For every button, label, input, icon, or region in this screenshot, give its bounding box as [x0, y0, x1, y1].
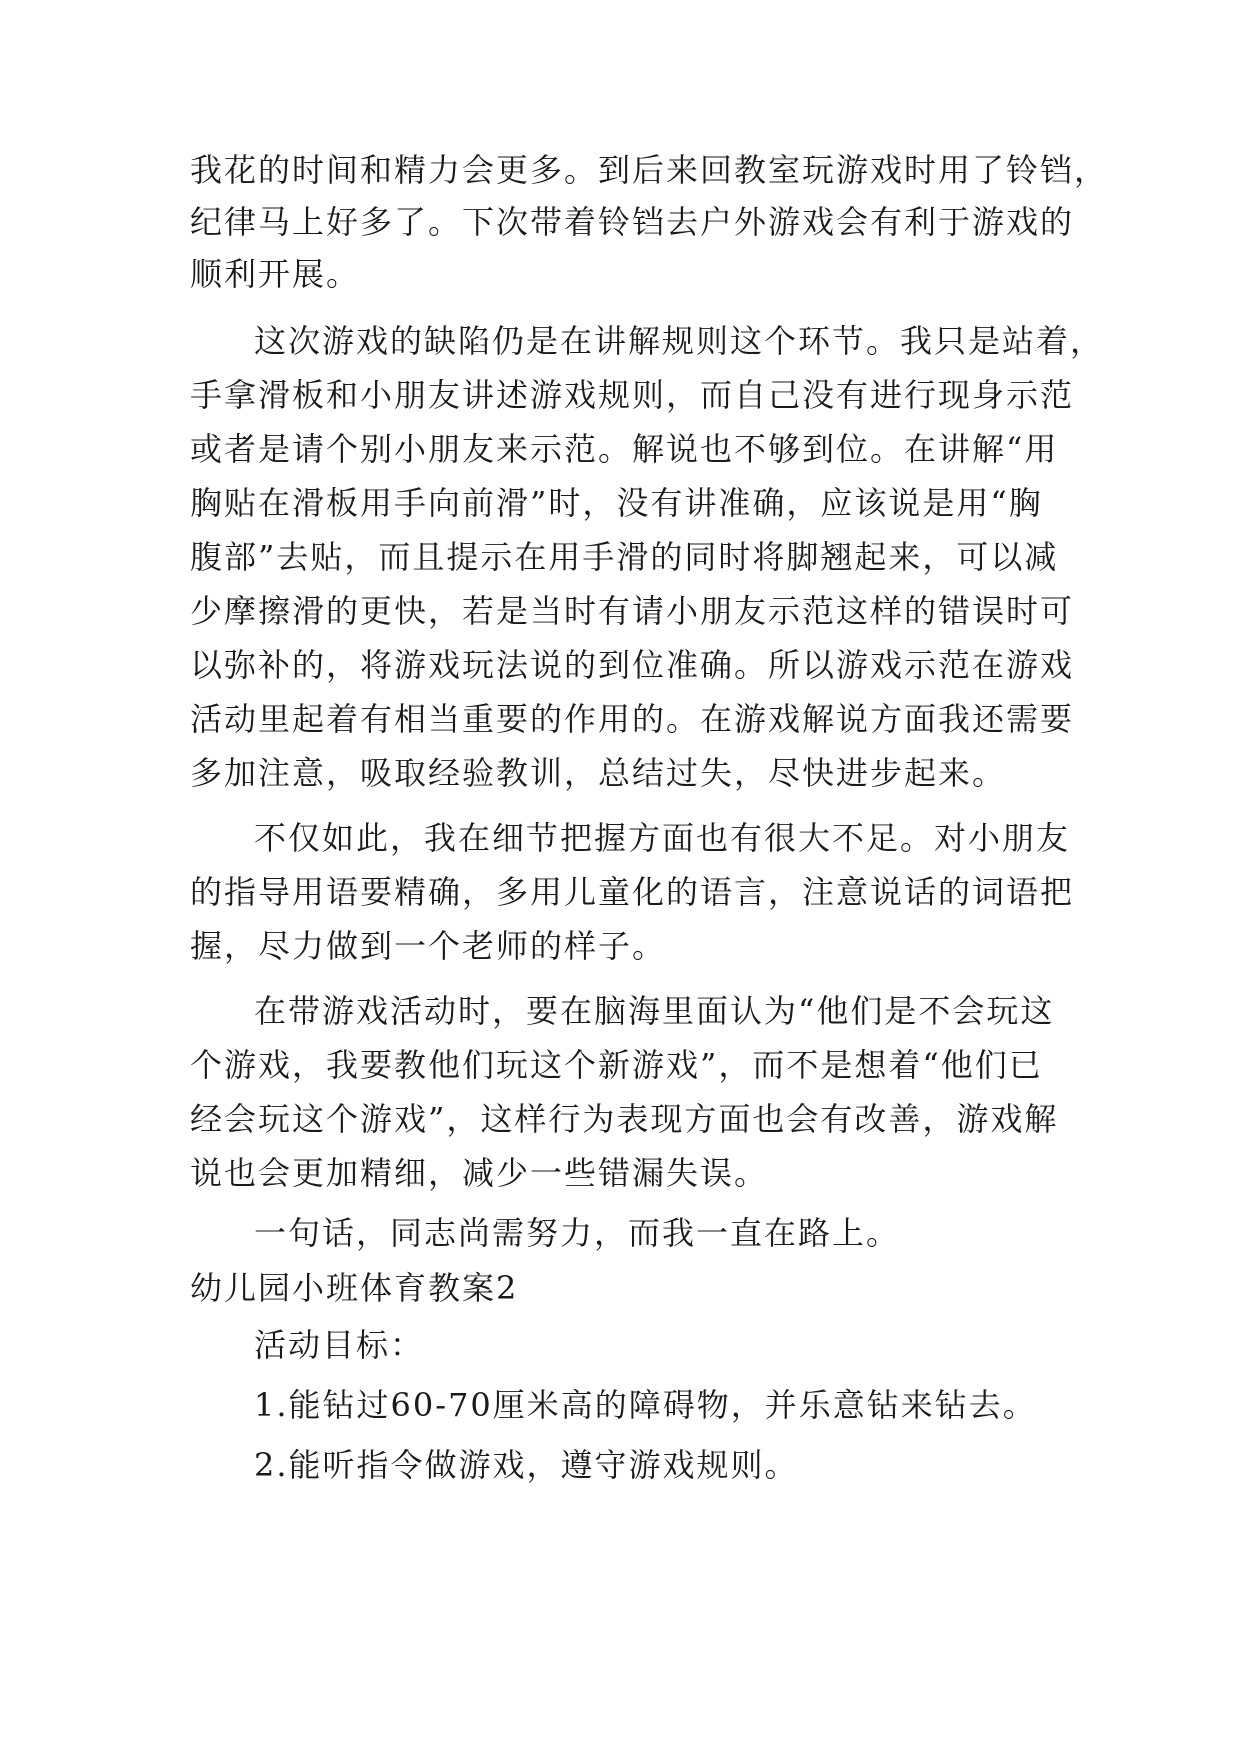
paragraph-line: 我花的时间和精力会更多。到后来回教室玩游戏时用了铃铛， [190, 151, 1109, 189]
paragraph-line: 一句话，同志尚需努力，而我一直在路上。 [254, 1214, 901, 1252]
paragraph-line: 握，尽力做到一个老师的样子。 [190, 927, 667, 965]
paragraph-line: 在带游戏活动时，要在脑海里面认为“他们是不会玩这 [254, 992, 1055, 1030]
paragraph-line: 活动目标： [254, 1326, 425, 1364]
paragraph-line: 少摩擦滑的更快，若是当时有请小朋友示范这样的错误时可 [190, 592, 1075, 630]
paragraph-line: 顺利开展。 [190, 255, 361, 293]
list-item: 2.能听指令做游戏，遵守游戏规则。 [254, 1446, 799, 1484]
paragraph-line: 说也会更加精细，减少一些错漏失误。 [190, 1154, 769, 1192]
paragraph-line: 以弥补的，将游戏玩法说的到位准确。所以游戏示范在游戏 [190, 646, 1075, 684]
paragraph-line: 活动里起着有相当重要的作用的。在游戏解说方面我还需要 [190, 700, 1075, 738]
list-item: 1.能钻过60-70厘米高的障碍物，并乐意钻来钻去。 [254, 1386, 1037, 1424]
paragraph-line: 个游戏，我要教他们玩这个新游戏”，而不是想着“他们已 [190, 1046, 1043, 1084]
paragraph-line: 或者是请个别小朋友来示范。解说也不够到位。在讲解“用 [190, 430, 1059, 468]
paragraph-line: 多加注意，吸取经验教训，总结过失，尽快进步起来。 [190, 754, 1007, 792]
paragraph-line: 手拿滑板和小朋友讲述游戏规则，而自己没有进行现身示范 [190, 376, 1075, 414]
paragraph-line: 这次游戏的缺陷仍是在讲解规则这个环节。我只是站着， [254, 322, 1105, 360]
paragraph-line: 不仅如此，我在细节把握方面也有很大不足。对小朋友 [254, 819, 1071, 857]
paragraph-line: 胸贴在滑板用手向前滑”时，没有讲准确，应该说是用“胸 [190, 484, 1043, 522]
paragraph-line: 经会玩这个游戏”，这样行为表现方面也会有改善，游戏解 [190, 1100, 1059, 1138]
paragraph-line: 纪律马上好多了。下次带着铃铛去户外游戏会有利于游戏的 [190, 203, 1075, 241]
section-heading: 幼儿园小班体育教案2 [190, 1269, 519, 1307]
paragraph-line: 腹部”去贴，而且提示在用手滑的同时将脚翘起来，可以减 [190, 538, 1059, 576]
paragraph-line: 的指导用语要精确，多用儿童化的语言，注意说话的词语把 [190, 873, 1075, 911]
